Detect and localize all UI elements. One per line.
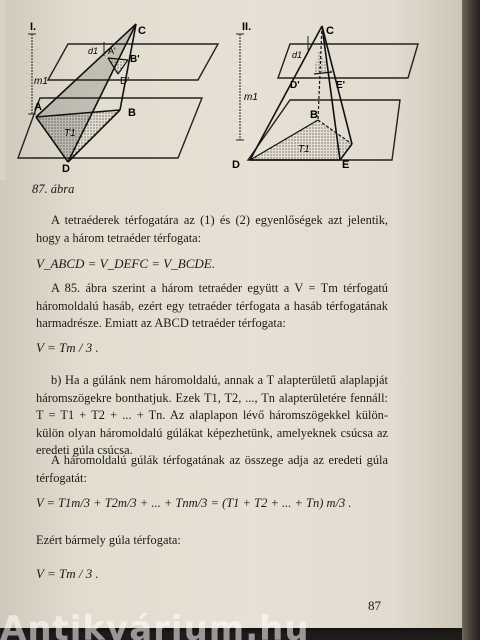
label-T1-right: T1: [298, 144, 310, 155]
paragraph-4: [36, 452, 388, 487]
figure-right: [232, 21, 418, 171]
watermark: Antikvárium.hu: [0, 612, 310, 640]
paragraph-2-text: A 85. ábra szerint a három tetraéder együtt a V = Tm térfogatú háromoldalú hasáb, ezért egy tetraéder térfogata a hasáb térfogatának harmadrésze. Emiatt az ABCD tetraéder térfogata:: [36, 281, 388, 331]
paragraph-4-text: A háromoldalú gúlák térfogatának az összege adja az eredeti gúla térfogatát:: [36, 453, 388, 485]
paragraph-1-text: A tetraéderek térfogatára az (1) és (2) egyenlőségek azt jelentik, hogy a három tetraéder térfogata:: [36, 213, 388, 245]
paragraph-3-text: b) Ha a gúlánk nem háromoldalú, annak a T alapterületű alaplapját háromszögekre bonthatjuk. Ezek T1, T2, ..., Tn alapterületére fennáll: T = T1 + T2 + ... + Tn. Az alaplapon lévő háromszögekkel külön-külön olyan háromoldalú gúlákat képezhetünk, amelyeknek csúcsa az eredeti gúla csúcsa.: [36, 373, 388, 458]
label-C-right: C: [326, 25, 334, 37]
figure-left-label: I.: [30, 21, 37, 33]
paragraph-2: [36, 280, 388, 333]
label-m1: m1: [34, 76, 48, 87]
paragraph-1: [36, 212, 388, 247]
label-D1-right: D': [290, 80, 300, 91]
figure-left: [18, 21, 218, 175]
formula-pyramid-volume: V = Tm / 3 .: [36, 566, 99, 581]
label-D-right: D: [232, 159, 240, 171]
figure-87: [0, 10, 462, 190]
formula-tetrahedron-volume: V = Tm / 3 .: [36, 340, 99, 355]
label-B-right: B: [310, 109, 318, 121]
label-A: A: [34, 101, 42, 113]
label-E-right: E: [342, 159, 350, 171]
label-d1: d1: [88, 46, 99, 56]
formula-volumes-equal: V_ABCD = V_DEFC = V_BCDE.: [36, 256, 215, 271]
page-number: 87: [368, 598, 381, 613]
label-B1: B': [130, 54, 140, 65]
formula-sum-volumes: V = T1m/3 + T2m/3 + ... + Tnm/3 = (T1 + T2 + ... + Tn) m/3 .: [36, 496, 352, 510]
paragraph-3: [36, 372, 388, 460]
paragraph-5-text: Ezért bármely gúla térfogata:: [36, 533, 181, 547]
book-spine-edge: [462, 0, 480, 640]
label-T1: T1: [64, 128, 76, 139]
figure-caption: 87. ábra: [32, 182, 75, 196]
label-C: C: [138, 25, 146, 37]
label-D: D: [62, 163, 70, 175]
label-d1-right: d1: [292, 50, 303, 60]
figure-right-label: II.: [242, 21, 252, 33]
label-D1: D': [120, 76, 130, 87]
label-B: B: [128, 107, 136, 119]
label-m1-right: m1: [244, 92, 258, 103]
label-A1: A': [108, 46, 116, 56]
paragraph-5: [36, 532, 388, 550]
label-E1-right: E': [336, 80, 346, 91]
